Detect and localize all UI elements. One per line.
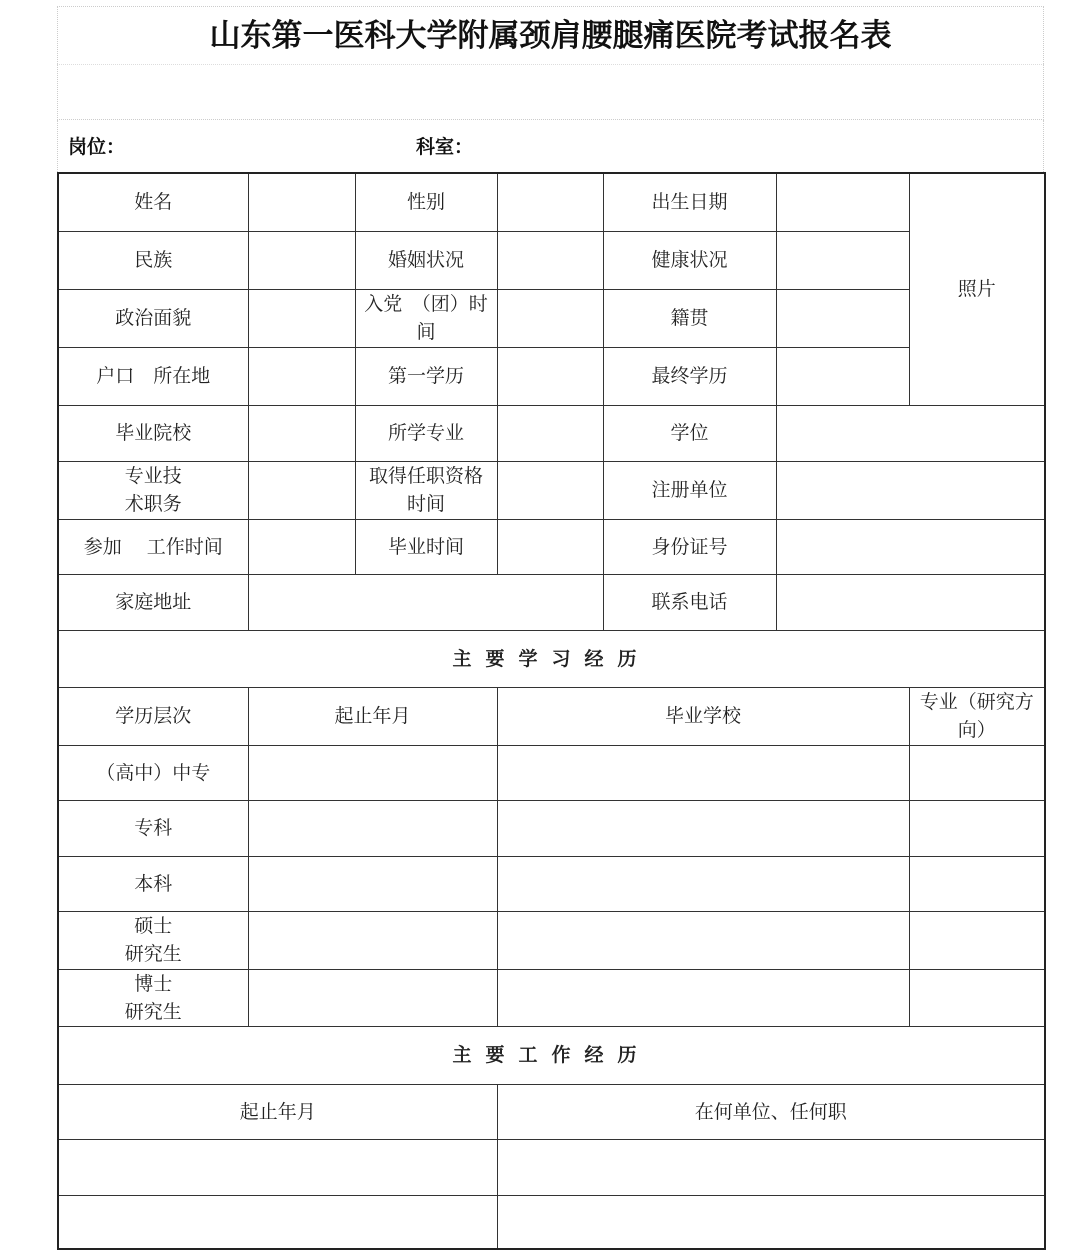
edu-input-major[interactable] <box>909 745 1045 800</box>
input-academic-degree[interactable] <box>776 405 1045 461</box>
edu-header-level: 学历层次 <box>58 687 248 745</box>
input-health[interactable] <box>776 231 909 289</box>
label-health: 健康状况 <box>603 231 776 289</box>
edu-input-school[interactable] <box>497 911 909 969</box>
work-input-unit-position[interactable] <box>497 1195 1045 1249</box>
education-section-title: 主要学习经历 <box>58 630 1045 687</box>
input-major[interactable] <box>497 405 603 461</box>
title-line2: 术职务 <box>124 493 182 515</box>
photo-box[interactable]: 照片 <box>909 173 1045 405</box>
input-ethnicity[interactable] <box>248 231 355 289</box>
input-phone[interactable] <box>776 574 1045 630</box>
input-work-start[interactable] <box>248 519 355 574</box>
input-id-number[interactable] <box>776 519 1045 574</box>
edu-level-high-school: （高中）中专 <box>58 745 248 800</box>
input-qual-time[interactable] <box>497 461 603 519</box>
label-political: 政治面貌 <box>58 289 248 347</box>
edu-level-master-line1: 硕士 <box>134 915 173 937</box>
edu-header-major <box>909 687 1045 745</box>
work-header-period: 起止年月 <box>58 1084 497 1139</box>
edu-input-school[interactable] <box>497 856 909 911</box>
input-native-place[interactable] <box>776 289 909 347</box>
edu-input-major[interactable] <box>909 911 1045 969</box>
input-join-party[interactable] <box>497 289 603 347</box>
edu-input-major[interactable] <box>909 969 1045 1026</box>
edu-level-master <box>58 911 248 969</box>
label-join-party <box>355 289 497 347</box>
label-grad-time: 毕业时间 <box>355 519 497 574</box>
title-line1: 专业技 <box>124 465 182 487</box>
label-academic-degree: 学位 <box>603 405 776 461</box>
label-gender: 性别 <box>355 173 497 231</box>
edu-input-period[interactable] <box>248 800 497 856</box>
label-reg-unit: 注册单位 <box>603 461 776 519</box>
work-header-unit-position: 在何单位、任何职 <box>497 1084 1045 1139</box>
edu-level-junior-college: 专科 <box>58 800 248 856</box>
input-gender[interactable] <box>497 173 603 231</box>
input-political[interactable] <box>248 289 355 347</box>
label-title <box>58 461 248 519</box>
input-hukou[interactable] <box>248 347 355 405</box>
label-home-address: 家庭地址 <box>58 574 248 630</box>
label-birth-date: 出生日期 <box>603 173 776 231</box>
edu-input-school[interactable] <box>497 800 909 856</box>
edu-header-school: 毕业学校 <box>497 687 909 745</box>
input-name[interactable] <box>248 173 355 231</box>
label-phone: 联系电话 <box>603 574 776 630</box>
join-party-line2: 间 <box>416 321 436 343</box>
edu-level-doctor <box>58 969 248 1026</box>
label-major: 所学专业 <box>355 405 497 461</box>
edu-input-period[interactable] <box>248 911 497 969</box>
blank-row <box>57 64 1044 120</box>
dept-label: 科室： <box>416 136 474 158</box>
qual-time-line2: 时间 <box>406 493 445 515</box>
input-grad-time[interactable] <box>497 519 603 574</box>
label-hukou: 户口 所在地 <box>58 347 248 405</box>
edu-input-period[interactable] <box>248 856 497 911</box>
input-final-degree[interactable] <box>776 347 909 405</box>
edu-level-master-line2: 研究生 <box>124 943 182 965</box>
input-home-address[interactable] <box>248 574 603 630</box>
label-id-number: 身份证号 <box>603 519 776 574</box>
label-marital: 婚姻状况 <box>355 231 497 289</box>
edu-level-doctor-line2: 研究生 <box>124 1000 182 1023</box>
work-section-title: 主要工作经历 <box>58 1026 1045 1084</box>
registration-form <box>57 0 1044 1250</box>
form-title: 山东第一医科大学附属颈肩腰腿痛医院考试报名表 <box>57 6 1044 64</box>
edu-input-period[interactable] <box>248 969 497 1026</box>
post-label: 岗位： <box>68 136 126 158</box>
input-birth-date[interactable] <box>776 173 909 231</box>
input-first-degree[interactable] <box>497 347 603 405</box>
meta-row <box>57 120 1044 172</box>
edu-input-major[interactable] <box>909 800 1045 856</box>
edu-input-school[interactable] <box>497 969 909 1026</box>
edu-header-major-line1: 专业（研究方 <box>919 691 1034 713</box>
label-graduate-school: 毕业院校 <box>58 405 248 461</box>
input-reg-unit[interactable] <box>776 461 1045 519</box>
input-marital[interactable] <box>497 231 603 289</box>
label-qual-time <box>355 461 497 519</box>
edu-header-major-line2: 向） <box>957 719 996 741</box>
input-title[interactable] <box>248 461 355 519</box>
join-party-line1: 入党 （团）时 <box>364 293 488 315</box>
input-graduate-school[interactable] <box>248 405 355 461</box>
edu-input-major[interactable] <box>909 856 1045 911</box>
label-native-place: 籍贯 <box>603 289 776 347</box>
edu-level-bachelor: 本科 <box>58 856 248 911</box>
edu-level-doctor-line1: 博士 <box>134 972 173 995</box>
work-input-period[interactable] <box>58 1139 497 1195</box>
label-final-degree: 最终学历 <box>603 347 776 405</box>
edu-input-school[interactable] <box>497 745 909 800</box>
work-input-period[interactable] <box>58 1195 497 1249</box>
label-ethnicity: 民族 <box>58 231 248 289</box>
work-input-unit-position[interactable] <box>497 1139 1045 1195</box>
label-name: 姓名 <box>58 173 248 231</box>
label-work-start: 参加 工作时间 <box>58 519 248 574</box>
qual-time-line1: 取得任职资格 <box>368 465 483 487</box>
edu-input-period[interactable] <box>248 745 497 800</box>
edu-header-period: 起止年月 <box>248 687 497 745</box>
label-first-degree: 第一学历 <box>355 347 497 405</box>
form-table <box>57 172 1046 1250</box>
